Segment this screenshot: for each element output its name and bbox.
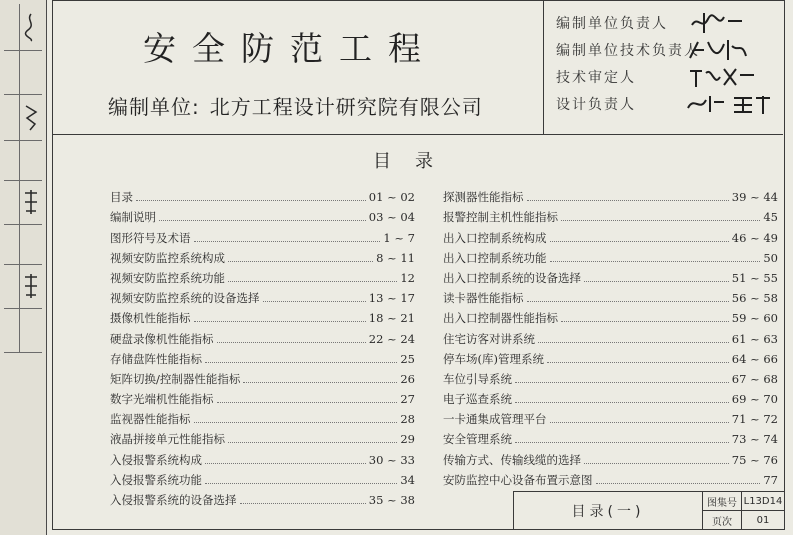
toc-entry-title: 入侵报警系统构成 <box>110 452 202 467</box>
toc-entry-page: 64 ~ 66 <box>731 351 778 366</box>
toc-entry-title: 住宅访客对讲系统 <box>443 331 535 346</box>
toc-leader-dots <box>527 200 729 201</box>
toc-entry <box>110 204 415 224</box>
toc-entry-page: 1 ~ 7 <box>383 230 415 245</box>
toc-entry-title: 读卡器性能指标 <box>443 291 524 306</box>
strip-cell <box>4 264 42 309</box>
toc-entry-title: 车位引导系统 <box>443 371 512 386</box>
toc-leader-dots <box>228 442 397 443</box>
responsibility-block <box>543 1 784 134</box>
page-row <box>703 511 784 529</box>
toc-entry-page: 12 <box>400 270 415 285</box>
toc-entry <box>110 446 415 466</box>
toc-entry-page: 46 ~ 49 <box>731 230 778 245</box>
toc-entry <box>443 467 778 487</box>
toc-leader-dots <box>217 342 366 343</box>
toc-leader-dots <box>228 261 373 262</box>
toc-entry-page: 8 ~ 11 <box>376 250 415 265</box>
toc-leader-dots <box>547 362 729 363</box>
toc-entry <box>110 245 415 265</box>
toc-entry-title: 视频安防监控系统的设备选择 <box>110 291 260 306</box>
toc-leader-dots <box>263 301 366 302</box>
strip-cell <box>4 94 42 141</box>
atlas-number: L13D14 <box>743 495 783 507</box>
toc-leader-dots <box>515 442 729 443</box>
toc-entry-title: 出入口控制器性能指标 <box>443 311 558 326</box>
toc-leader-dots <box>538 342 729 343</box>
signature-mark <box>684 65 776 89</box>
toc-entry-page: 51 ~ 55 <box>731 270 778 285</box>
toc-entry <box>443 325 778 345</box>
toc-entry-page: 27 <box>400 392 415 407</box>
title-block-grid <box>703 492 784 529</box>
drawing-frame <box>52 0 785 530</box>
toc-entry-page: 39 ~ 44 <box>731 190 778 205</box>
toc-entry-page: 35 ~ 38 <box>368 493 415 507</box>
toc-entry-title: 图形符号及术语 <box>110 230 191 245</box>
binding-strip <box>0 0 47 535</box>
toc-column-left <box>110 184 415 507</box>
toc-entry <box>443 224 778 244</box>
toc-entry <box>443 366 778 386</box>
header <box>53 1 783 135</box>
page-title: 安全防范工程 <box>143 29 437 68</box>
toc-entry-title: 出入口控制系统的设备选择 <box>443 270 581 285</box>
toc-leader-dots <box>596 483 761 484</box>
toc-entry-page: 75 ~ 76 <box>731 452 778 467</box>
organization-label: 编制单位: <box>108 95 200 119</box>
toc-entry <box>443 426 778 446</box>
toc-entry <box>110 467 415 487</box>
toc-entry-title: 入侵报警系统功能 <box>110 472 202 487</box>
toc-leader-dots <box>194 241 381 242</box>
toc-entry-title: 视频安防监控系统功能 <box>110 270 225 285</box>
toc-entry <box>110 224 415 244</box>
toc-entry-title: 存储盘阵性能指标 <box>110 351 202 366</box>
toc-entry-page: 71 ~ 72 <box>731 412 778 427</box>
toc-leader-dots <box>240 503 366 504</box>
toc-entry <box>110 406 415 426</box>
toc-leader-dots <box>584 463 729 464</box>
toc-leader-dots <box>550 241 729 242</box>
toc-entry <box>110 325 415 345</box>
strip-cell <box>4 180 42 225</box>
responsibility-row <box>556 11 776 35</box>
toc-entry-page: 30 ~ 33 <box>368 452 415 467</box>
toc-entry-page: 50 <box>763 250 778 265</box>
toc-entry-page: 61 ~ 63 <box>731 331 778 346</box>
toc-entry <box>443 265 778 285</box>
toc-entry-page: 69 ~ 70 <box>731 392 778 407</box>
toc-column-right <box>443 184 778 487</box>
toc-entry <box>110 426 415 446</box>
toc-entry-page: 01 ~ 02 <box>368 190 415 205</box>
strip-cell <box>4 4 42 51</box>
toc-entry-title: 数字光端机性能指标 <box>110 392 214 407</box>
toc-entry-title: 液晶拼接单元性能指标 <box>110 432 225 447</box>
toc-entry <box>110 305 415 325</box>
toc-leader-dots <box>194 321 366 322</box>
toc-leader-dots <box>205 463 366 464</box>
toc-entry-title: 矩阵切换/控制器性能指标 <box>110 371 241 386</box>
toc-leader-dots <box>515 382 729 383</box>
toc-leader-dots <box>527 301 729 302</box>
toc-entry <box>110 346 415 366</box>
responsibility-label: 设计负责人 <box>556 97 636 113</box>
signature-mark <box>684 92 776 116</box>
responsibility-label: 技术审定人 <box>556 70 636 86</box>
toc-leader-dots <box>550 422 729 423</box>
toc-entry-page: 25 <box>400 351 415 366</box>
toc-entry-title: 摄像机性能指标 <box>110 311 191 326</box>
toc-leader-dots <box>561 220 760 221</box>
toc-entry-title: 安全管理系统 <box>443 432 512 447</box>
toc-entry-title: 视频安防监控系统构成 <box>110 250 225 265</box>
toc-entry <box>110 184 415 204</box>
toc-leader-dots <box>205 483 397 484</box>
toc-entry <box>443 204 778 224</box>
toc-leader-dots <box>159 220 366 221</box>
toc-entry <box>110 386 415 406</box>
signature-mark <box>22 102 40 132</box>
toc-leader-dots <box>194 422 398 423</box>
toc-entry <box>443 406 778 426</box>
organization-line <box>108 91 483 120</box>
toc-entry-title: 一卡通集成管理平台 <box>443 412 547 427</box>
responsibility-row <box>556 65 776 89</box>
toc-entry <box>443 305 778 325</box>
toc-entry-page: 18 ~ 21 <box>368 311 415 326</box>
toc-leader-dots <box>584 281 729 282</box>
signature-mark <box>684 38 776 62</box>
toc-entry-title: 出入口控制系统构成 <box>443 230 547 245</box>
strip-cell <box>4 140 42 181</box>
toc-entry <box>110 366 415 386</box>
toc-entry-title: 传输方式、传输线缆的选择 <box>443 452 581 467</box>
toc-entry-title: 报警控制主机性能指标 <box>443 210 558 225</box>
toc-entry-title: 编制说明 <box>110 210 156 225</box>
responsibility-label: 编制单位技术负责人 <box>556 43 700 59</box>
toc-entry-title: 停车场(库)管理系统 <box>443 351 544 366</box>
atlas-label: 图集号 <box>703 492 742 510</box>
toc-entry-page: 13 ~ 17 <box>368 291 415 306</box>
strip-cell <box>4 224 42 265</box>
toc-entry <box>110 265 415 285</box>
toc-entry-title: 监视器性能指标 <box>110 412 191 427</box>
toc-entry-title: 安防监控中心设备布置示意图 <box>443 472 593 487</box>
atlas-row <box>703 492 784 511</box>
toc-entry-title: 出入口控制系统功能 <box>443 250 547 265</box>
toc-leader-dots <box>243 382 397 383</box>
toc-entry-page: 34 <box>400 472 415 487</box>
toc-leader-dots <box>228 281 397 282</box>
toc-entry-page: 28 <box>400 412 415 427</box>
toc-entry-page: 03 ~ 04 <box>368 210 415 225</box>
toc-entry-page: 45 <box>763 210 778 225</box>
toc-entry-page: 59 ~ 60 <box>731 311 778 326</box>
responsibility-label: 编制单位负责人 <box>556 16 668 32</box>
toc-entry-title: 入侵报警系统的设备选择 <box>110 493 237 507</box>
toc-entry <box>110 487 415 507</box>
toc-entry-page: 56 ~ 58 <box>731 291 778 306</box>
toc-title: 目录 <box>373 151 457 172</box>
toc-entry-title: 硬盘录像机性能指标 <box>110 331 214 346</box>
toc-leader-dots <box>515 402 729 403</box>
toc-entry-title: 目录 <box>110 190 133 205</box>
title-block <box>513 491 784 529</box>
page-label: 页次 <box>703 511 742 529</box>
toc-entry-page: 26 <box>400 371 415 386</box>
strip-cell <box>4 308 42 353</box>
signature-mark <box>22 12 40 42</box>
toc-entry-page: 77 <box>763 472 778 487</box>
organization-name: 北方工程设计研究院有限公司 <box>209 95 483 119</box>
signature-mark <box>22 187 40 217</box>
page-number: 01 <box>756 514 770 526</box>
responsibility-row <box>556 38 776 62</box>
toc-leader-dots <box>136 200 366 201</box>
toc-entry <box>443 346 778 366</box>
toc-leader-dots <box>561 321 729 322</box>
responsibility-row <box>556 92 776 116</box>
toc-entry <box>443 446 778 466</box>
toc-entry-page: 73 ~ 74 <box>731 432 778 447</box>
toc-entry-title: 电子巡查系统 <box>443 392 512 407</box>
toc-entry <box>110 285 415 305</box>
toc-entry-title: 探测器性能指标 <box>443 190 524 205</box>
toc-leader-dots <box>205 362 397 363</box>
toc-entry <box>443 285 778 305</box>
toc-entry-page: 29 <box>400 432 415 447</box>
toc-entry <box>443 386 778 406</box>
toc-leader-dots <box>550 261 761 262</box>
strip-cell <box>4 50 42 95</box>
signature-mark <box>684 11 776 35</box>
toc-entry-page: 22 ~ 24 <box>368 331 415 346</box>
toc-entry-page: 67 ~ 68 <box>731 371 778 386</box>
signature-mark <box>22 271 40 301</box>
toc-entry <box>443 245 778 265</box>
sheet-name: 目录(一) <box>514 492 703 529</box>
toc-entry <box>443 184 778 204</box>
toc-leader-dots <box>217 402 398 403</box>
